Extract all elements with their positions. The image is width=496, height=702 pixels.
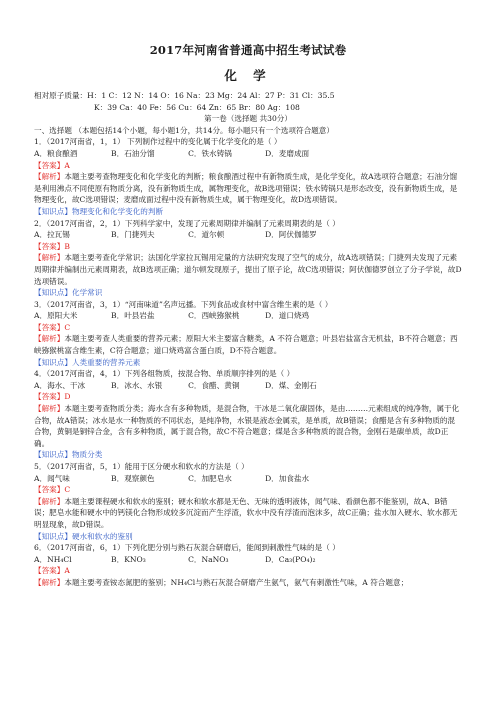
option-d: D．阿伏伽德罗 xyxy=(265,230,317,240)
analysis-paragraph xyxy=(34,171,462,206)
answer-label: 【答案】D xyxy=(34,392,71,402)
knowledge-point: 【知识点】人类重要的营养元素 xyxy=(34,357,141,367)
analysis-paragraph xyxy=(34,403,462,449)
question-options xyxy=(34,473,462,485)
question-6 xyxy=(34,542,462,588)
question-stem: 4．（2017河南省，4，1）下列各组物质，按混合物、单质顺序排列的是（ ） xyxy=(34,369,295,379)
option-c: C．道尔顿 xyxy=(188,230,225,240)
analysis-tag: 【解析】 xyxy=(34,253,65,263)
question-5 xyxy=(34,461,462,542)
analysis-text: 本题主要考查人类重要的营养元素；原阳大米主要富含糖类，A 不符合题意；叶县岩盐富含无机盐，B不符合题意；西峡猕猴桃富含维生素，C符合题意；道口烧鸡富含蛋白质，D不符合题意。 xyxy=(34,334,458,356)
option-b: B．门捷列夫 xyxy=(111,230,155,240)
question-stem: 1．（2017河南省，1，1） 下列制作过程中的变化属于化学变化的是（ ） xyxy=(34,137,282,147)
question-options xyxy=(34,554,462,566)
option-d: D．加食盐水 xyxy=(265,473,310,483)
knowledge-point: 【知识点】化学常识 xyxy=(34,288,103,298)
option-c: C．西峡猕猴桃 xyxy=(188,311,240,321)
analysis-text: 本题主要课程硬水和软水的鉴别；硬水和软水都是无色、无味的透明液体，闻气味、看颜色都不能鉴别，故A、B错误；肥皂水能和硬水中的钙镁化合物形成较多沉淀而产生浮渣，软水中没有浮渣而泡沫多，故C正确；盐水加入硬水、软水都无明显现象，故D错误。 xyxy=(34,496,458,529)
option-b: B．观察颜色 xyxy=(111,473,155,483)
question-options xyxy=(34,310,462,322)
analysis-tag: 【解析】 xyxy=(34,577,65,587)
knowledge-point: 【知识点】物理变化和化学变化的判断 xyxy=(34,206,164,216)
knowledge-point: 【知识点】硬水和软水的鉴别 xyxy=(34,531,133,541)
question-stem: 6．（2017河南省，6，1）下列化肥分别与熟石灰混合研磨后，能闻到刺激性气味的是（ ） xyxy=(34,543,340,553)
atomic-mass-line-1: 相对原子质量：H：1 C：12 N：14 O：16 Na：23 Mg：24 Al：27 P：31 Cl：35.5 xyxy=(34,91,335,100)
answer-label: 【答案】C xyxy=(34,485,71,495)
section-intro: 一、选择题 （本题包括14个小题，每小题1分，共14分。每小题只有一个选项符合题意） xyxy=(34,125,334,135)
option-b: B．叶县岩盐 xyxy=(111,311,155,321)
question-3 xyxy=(34,299,462,369)
option-b: B．KNO₃ xyxy=(111,554,146,564)
question-2 xyxy=(34,218,462,299)
knowledge-point: 【知识点】物质分类 xyxy=(34,450,103,460)
question-stem: 5．（2017河南省，5，1）能用于区分硬水和软水的方法是（ ） xyxy=(34,462,249,471)
option-c: C．加肥皂水 xyxy=(188,473,232,483)
option-a: A．NH₄Cl xyxy=(34,554,72,564)
question-options xyxy=(34,148,462,160)
option-a: A．原阳大米 xyxy=(34,311,78,321)
option-d: D．道口烧鸡 xyxy=(265,311,310,321)
subject-title: 化 学 xyxy=(224,68,272,83)
analysis-paragraph xyxy=(34,496,462,531)
answer-label: 【答案】C xyxy=(34,322,71,332)
analysis-tag: 【解析】 xyxy=(34,404,65,414)
option-d: D．麦磨成面 xyxy=(265,148,310,158)
analysis-paragraph xyxy=(34,333,462,356)
option-a: A．拉瓦锡 xyxy=(34,230,70,240)
option-d: D．Ca₃(PO₄)₂ xyxy=(265,554,316,564)
atomic-mass-line-2: K：39 Ca：40 Fe：56 Cu：64 Zn：65 Br：80 Ag：108 xyxy=(94,102,300,112)
option-b: B．石油分馏 xyxy=(111,148,155,158)
answer-label: 【答案】B xyxy=(34,241,70,251)
option-a: A．海水、干冰 xyxy=(34,380,86,390)
analysis-paragraph xyxy=(34,252,462,287)
analysis-text: 本题主要考查物理变化和化学变化的判断；粮食酿酒过程中有新物质生成，是化学变化，故A选项符合题意；石油分馏是利用沸点不同使原有物质分离，没有新物质生成，属物理变化，故B选项错误；铁水铸锅只是形态改变，没有新物质生成，是物理变化，故C选项错误；麦磨成面过程中没有新物质生成，属于物理变化，故D选项错误。 xyxy=(34,172,458,205)
option-a: A．粮食酿酒 xyxy=(34,148,78,158)
option-a: A．闻气味 xyxy=(34,473,70,483)
answer-label: 【答案】A xyxy=(34,160,70,170)
analysis-text: 本题主要考查铵态氮肥的鉴别；NH₄Cl与熟石灰混合研磨产生氨气，氨气有刺激性气味，A 符合题意； xyxy=(64,577,409,587)
analysis-paragraph xyxy=(34,577,462,589)
analysis-tag: 【解析】 xyxy=(34,496,65,506)
answer-label: 【答案】A xyxy=(34,566,70,576)
question-stem: 3．（2017河南省，3，1）“河南味道”名声远播。下列食品或食材中富含维生素的是（ ） xyxy=(34,299,333,309)
option-c: C．铁水铸锅 xyxy=(188,148,232,158)
option-c: C．NaNO₃ xyxy=(188,554,229,564)
question-1 xyxy=(34,136,462,217)
question-4 xyxy=(34,368,462,461)
analysis-tag: 【解析】 xyxy=(34,334,65,344)
exam-title: 2017年河南省普通高中招生考试试卷 xyxy=(149,43,347,57)
option-c: C．食醋、黄铜 xyxy=(188,380,240,390)
question-options xyxy=(34,380,462,392)
section-volume-heading: 第一卷（选择题 共30分） xyxy=(203,114,292,124)
question-options xyxy=(34,229,462,241)
option-d: D．煤、金刚石 xyxy=(265,380,317,390)
analysis-text: 本题主要考查物质分类；海水含有多种物质，是混合物，干冰是二氧化碳固体，是由………元素组成的纯净物，属于化合物，故A错误；冰水是水一种物质的不同状态，是纯净物，水银是液态金属汞，是单质，故B错误；食醋是含有多种物质的混合物，黄铜是铜锌合金，含有多种物质，属于混合物，故C不符合题意；煤是含多种物质的混合物，金刚石是碳单质，故D正确。 xyxy=(34,404,460,448)
analysis-text: 本题主要考查化学常识；法国化学家拉瓦锡用定量的方法研究发现了空气的成分，故A选项错误；门捷列夫发现了元素周期律并编制出元素周期表，故B选项正确；道尔顿发现原子，提出了原子论，故C选项错误；阿伏伽德罗创立了分子学说，故D选项错误。 xyxy=(34,253,462,286)
option-b: B．冰水、水银 xyxy=(111,380,163,390)
question-stem: 2．（2017河南省，2，1）下列科学家中，发现了元素周期律并编制了元素周期表的是（ ） xyxy=(34,218,340,228)
analysis-tag: 【解析】 xyxy=(34,172,65,182)
